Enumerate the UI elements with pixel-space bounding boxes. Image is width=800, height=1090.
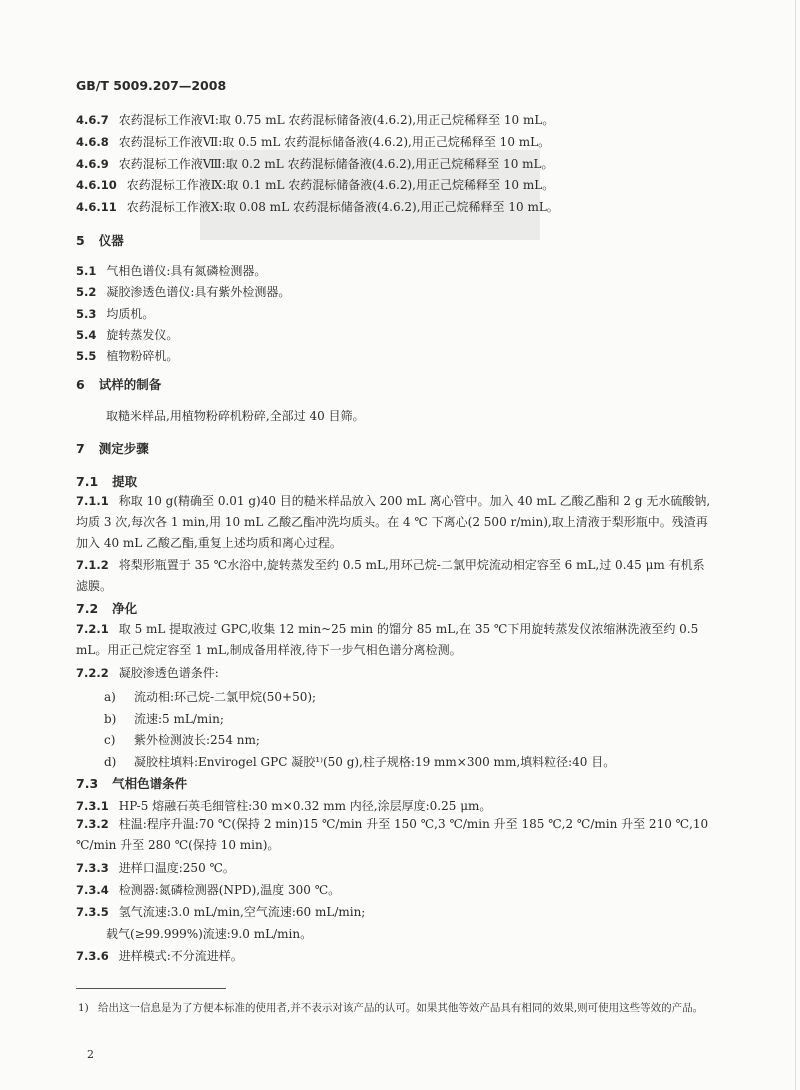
- clause-7-3-2: 7.3.2 柱温:程序升温:70 ℃(保持 2 min)15 ℃/min 升至 150 ℃,3 ℃/min 升至 185 ℃,2 ℃/min 升至 210 ℃,10 ℃/min 升至 280 ℃(保持 10 min)。: [76, 817, 709, 852]
- section-5-heading: 5 仪器: [76, 233, 124, 248]
- clause-7-1-1: 7.1.1 称取 10 g(精确至 0.01 g)40 目的糙米样品放入 200 mL 离心管中。加入 40 mL 乙酸乙酯和 2 g 无水硫酸钠,均质 3 次,每次各 1 min,用 10 mL 乙酸乙酯冲洗均质头。在 4 ℃ 下离心(2 500 r/min),取上清液于梨形瓶中。残渣再加入 40 mL 乙酸乙酯,重复上述均质和离心过程。: [76, 494, 711, 550]
- section-6-heading: 6 试样的制备: [76, 377, 162, 392]
- clause-4-6-11: 4.6.11 农药混标工作液Ⅹ:取 0.08 mL 农药混标储备液(4.6.2),用正己烷稀释至 10 mL。: [76, 200, 559, 214]
- clause-7-3-3: 7.3.3 进样口温度:250 ℃。: [76, 861, 235, 875]
- clause-7-1-heading: 7.1 提取: [76, 474, 138, 489]
- clause-5-2: 5.2 凝胶渗透色谱仪:具有紫外检测器。: [76, 285, 291, 299]
- clause-7-3-1: 7.3.1 HP-5 熔融石英毛细管柱:30 m×0.32 mm 内径,涂层厚度:0.25 μm。: [76, 799, 492, 813]
- gpc-condition-d: d) 凝胶柱填料:Envirogel GPC 凝胶¹⁾(50 g),柱子规格:19 mm×300 mm,填料粒径:40 目。: [104, 755, 616, 769]
- clause-5-5: 5.5 植物粉碎机。: [76, 349, 179, 363]
- clause-5-4: 5.4 旋转蒸发仪。: [76, 328, 179, 342]
- clause-7-3-6: 7.3.6 进样模式:不分流进样。: [76, 949, 243, 963]
- page-number: 2: [87, 1048, 94, 1061]
- section-7-heading: 7 测定步骤: [76, 441, 149, 456]
- footnote: [78, 1000, 708, 1016]
- footnote-mark: 1): [78, 1002, 89, 1014]
- clause-7-3-heading: 7.3 气相色谱条件: [76, 776, 188, 791]
- clause-7-3-5: 7.3.5 氢气流速:3.0 mL/min,空气流速:60 mL/min;: [76, 905, 366, 919]
- clause-7-3-5-carrier: 载气(≥99.999%)流速:9.0 mL/min。: [106, 927, 313, 941]
- clause-4-6-9: 4.6.9 农药混标工作液Ⅷ:取 0.2 mL 农药混标储备液(4.6.2),用正己烷稀释至 10 mL。: [76, 157, 554, 171]
- footnote-text: 给出这一信息是为了方便本标准的使用者,并不表示对该产品的认可。如果其他等效产品具有相同的效果,则可使用这些等效的产品。: [98, 1002, 704, 1014]
- scan-edge: [795, 0, 796, 1090]
- clause-4-6-8: 4.6.8 农药混标工作液Ⅶ:取 0.5 mL 农药混标储备液(4.6.2),用正己烷稀释至 10 mL。: [76, 135, 551, 149]
- clause-7-1-2: 7.1.2 将梨形瓶置于 35 ℃水浴中,旋转蒸发至约 0.5 mL,用环己烷-二氯甲烷流动相定容至 6 mL,过 0.45 μm 有机系滤膜。: [76, 558, 705, 593]
- gpc-condition-c: c) 紫外检测波长:254 nm;: [104, 733, 260, 747]
- gpc-condition-a: a) 流动相:环己烷-二氯甲烷(50+50);: [104, 690, 317, 704]
- clause-5-1: 5.1 气相色谱仪:具有氮磷检测器。: [76, 264, 267, 278]
- clause-7-3-4: 7.3.4 检测器:氮磷检测器(NPD),温度 300 ℃。: [76, 883, 341, 897]
- clause-4-6-7: 4.6.7 农药混标工作液Ⅵ:取 0.75 mL 农药混标储备液(4.6.2),用正己烷稀释至 10 mL。: [76, 113, 555, 127]
- clause-4-6-10: 4.6.10 农药混标工作液Ⅸ:取 0.1 mL 农药混标储备液(4.6.2),用正己烷稀释至 10 mL。: [76, 178, 555, 192]
- clause-5-3: 5.3 均质机。: [76, 307, 155, 321]
- clause-7-2-1: 7.2.1 取 5 mL 提取液过 GPC,收集 12 min~25 min 的馏分 85 mL,在 35 ℃下用旋转蒸发仪浓缩淋洗液至约 0.5 mL。用正己烷定容至 1 mL,制成备用样液,待下一步气相色谱分离检测。: [76, 622, 699, 657]
- standard-number: GB/T 5009.207—2008: [76, 78, 227, 93]
- gpc-condition-b: b) 流速:5 mL/min;: [104, 712, 224, 726]
- clause-7-2-2: 7.2.2 凝胶渗透色谱条件:: [76, 666, 219, 680]
- clause-7-2-heading: 7.2 净化: [76, 601, 138, 616]
- footnote-divider: [76, 988, 226, 989]
- section-6-text: 取糙米样品,用植物粉碎机粉碎,全部过 40 目筛。: [106, 409, 365, 423]
